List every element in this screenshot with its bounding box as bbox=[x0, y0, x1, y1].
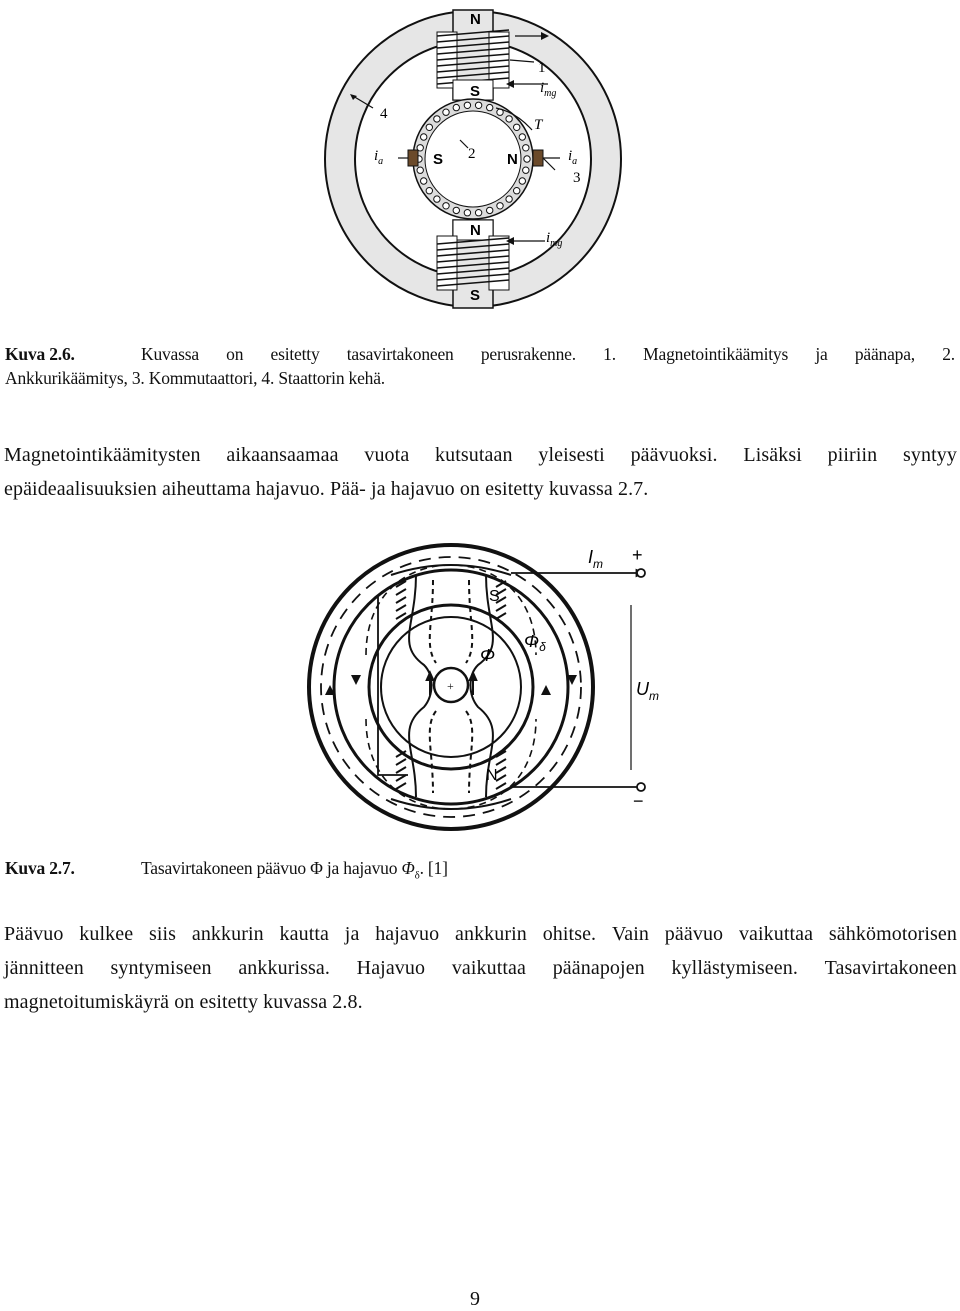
paragraph-line-1 bbox=[4, 438, 957, 472]
armature-slot bbox=[487, 207, 493, 213]
caption-word: 2. bbox=[942, 344, 955, 364]
caption-word: 1. bbox=[603, 344, 616, 364]
label-minus: − bbox=[633, 791, 644, 811]
armature-slot bbox=[453, 207, 459, 213]
label-s-armature: S bbox=[433, 151, 444, 168]
label-ia-right: $i_a$ bbox=[568, 148, 578, 167]
armature-slot bbox=[506, 116, 512, 122]
armature bbox=[369, 605, 533, 769]
armature-slot bbox=[514, 124, 520, 130]
label-s-bottom: S bbox=[470, 287, 481, 304]
label-phi-delta: $\Phi_\delta$ bbox=[524, 631, 546, 654]
paragraph-word: piiriin bbox=[827, 444, 878, 466]
armature-slot bbox=[443, 109, 449, 115]
armature-slot bbox=[506, 196, 512, 202]
paragraph-main-flux bbox=[4, 438, 957, 506]
paragraph-word: Magnetointikäämitysten bbox=[4, 444, 201, 466]
armature-slot bbox=[524, 156, 530, 162]
caption-word: tasavirtakoneen bbox=[346, 344, 454, 364]
label-img-bottom: $i_{mg}$ bbox=[546, 230, 563, 249]
paragraph-word: päävuoksi. bbox=[630, 444, 718, 466]
armature-slot bbox=[475, 102, 481, 108]
label-ia-left: $i_a$ bbox=[374, 148, 384, 167]
caption-line-1 bbox=[141, 343, 955, 365]
figure-dc-machine-structure bbox=[310, 0, 660, 318]
armature-slot bbox=[519, 134, 525, 140]
paragraph-flux-effects bbox=[4, 917, 957, 1019]
phi-symbol: Φ bbox=[401, 858, 415, 878]
right-brush bbox=[533, 150, 543, 166]
paragraph-word: päävuo bbox=[664, 923, 724, 945]
paragraph-word: päänapojen bbox=[552, 957, 645, 979]
paragraph-line-2 bbox=[4, 951, 957, 985]
armature-slot bbox=[497, 203, 503, 209]
label-t: T bbox=[534, 117, 543, 133]
paragraph-word: vaikuttaa bbox=[738, 923, 814, 945]
label-s-top: S bbox=[470, 83, 481, 100]
paragraph-word: vuota bbox=[364, 444, 410, 466]
armature-slot bbox=[487, 104, 493, 110]
paragraph-word: syntyy bbox=[902, 444, 957, 466]
label-s-pole: S bbox=[489, 588, 500, 605]
paragraph-line-1 bbox=[4, 917, 957, 951]
armature-slot bbox=[434, 196, 440, 202]
paragraph-word: yleisesti bbox=[538, 444, 605, 466]
armature-slot bbox=[464, 102, 470, 108]
field-wiring bbox=[378, 569, 645, 791]
page-number: 9 bbox=[470, 1288, 480, 1310]
paragraph-line-2: epäideaalisuuksien aiheuttama hajavuo. Pää- ja hajavuo on esitetty kuvassa 2.7. bbox=[4, 478, 649, 500]
paragraph-word: aikaansaamaa bbox=[226, 444, 339, 466]
paragraph-word: jännitteen bbox=[4, 957, 84, 979]
armature-slot bbox=[426, 124, 432, 130]
armature-slot bbox=[523, 167, 529, 173]
caption-line-2: Ankkurikäämitys, 3. Kommutaattori, 4. Staattorin kehä. bbox=[5, 368, 385, 388]
paragraph-word: ankkurin bbox=[455, 923, 527, 945]
armature-slot bbox=[421, 134, 427, 140]
label-3: 3 bbox=[573, 170, 581, 186]
label-2: 2 bbox=[468, 146, 476, 162]
paragraph-word: siis bbox=[148, 923, 177, 945]
label-1: 1 bbox=[538, 60, 546, 76]
caption-word: Kuvassa bbox=[141, 344, 199, 364]
paragraph-line-3: magnetoitumiskäyrä on esitetty kuvassa 2.8. bbox=[4, 991, 363, 1013]
armature-slot bbox=[426, 188, 432, 194]
armature-slot bbox=[443, 203, 449, 209]
label-um: $U_m$ bbox=[636, 679, 659, 703]
paragraph-word: ohitse. bbox=[542, 923, 597, 945]
paragraph-word: kautta bbox=[279, 923, 329, 945]
paragraph-word: syntymiseen bbox=[110, 957, 212, 979]
label-img-top: $i_{mg}$ bbox=[540, 80, 557, 99]
armature-slot bbox=[464, 210, 470, 216]
caption-word: esitetty bbox=[270, 344, 320, 364]
armature-slot bbox=[434, 116, 440, 122]
label-n-armature: N bbox=[507, 151, 518, 168]
armature-slot bbox=[523, 145, 529, 151]
label-n-pole: N bbox=[486, 767, 498, 784]
paragraph-word: kulkee bbox=[79, 923, 134, 945]
paragraph-word: ankkurin bbox=[191, 923, 264, 945]
label-phi: Φ bbox=[480, 645, 496, 665]
caption-word: on bbox=[226, 344, 244, 364]
caption-word: perusrakenne. bbox=[480, 344, 576, 364]
label-n-bottom: N bbox=[470, 222, 481, 239]
figure-2-7-caption bbox=[5, 857, 955, 887]
paragraph-word: vaikuttaa bbox=[451, 957, 527, 979]
caption-text: Tasavirtakoneen päävuo Φ ja hajavuo $\Phi_\delta$. [1] bbox=[141, 858, 448, 882]
label-4: 4 bbox=[380, 106, 388, 122]
paragraph-word: ja bbox=[344, 923, 360, 945]
paragraph-word: Vain bbox=[611, 923, 650, 945]
paragraph-word: kyllästymiseen. bbox=[671, 957, 798, 979]
caption-word: päänapa, bbox=[854, 344, 915, 364]
caption-word: ja bbox=[815, 344, 828, 364]
caption-number: Kuva 2.6. bbox=[5, 344, 75, 364]
armature-slot bbox=[514, 188, 520, 194]
delta-subscript: δ bbox=[414, 869, 420, 882]
armature-slot bbox=[519, 178, 525, 184]
left-brush bbox=[408, 150, 418, 166]
armature-slot bbox=[453, 104, 459, 110]
armature-slot bbox=[421, 178, 427, 184]
paragraph-word: Tasavirtakoneen bbox=[824, 957, 957, 979]
paragraph-word: hajavuo bbox=[375, 923, 440, 945]
paragraph-word: Lisäksi bbox=[743, 444, 802, 466]
label-plus: + bbox=[632, 545, 643, 565]
paragraph-word: sähkömotorisen bbox=[828, 923, 957, 945]
caption-word: Magnetointikäämitys bbox=[643, 344, 789, 364]
armature-slot bbox=[475, 210, 481, 216]
paragraph-word: Hajavuo bbox=[356, 957, 426, 979]
paragraph-word: kutsutaan bbox=[435, 444, 513, 466]
paragraph-word: ankkurissa. bbox=[238, 957, 330, 979]
svg-text:+: + bbox=[447, 679, 454, 693]
figure-main-and-leakage-flux bbox=[296, 535, 668, 845]
figure-2-6-caption bbox=[5, 343, 955, 389]
paragraph-word: Päävuo bbox=[4, 923, 64, 945]
label-im: $I_m$ bbox=[588, 547, 604, 571]
armature-slot bbox=[417, 167, 423, 173]
caption-number: Kuva 2.7. bbox=[5, 858, 75, 878]
label-n-top: N bbox=[470, 11, 481, 28]
